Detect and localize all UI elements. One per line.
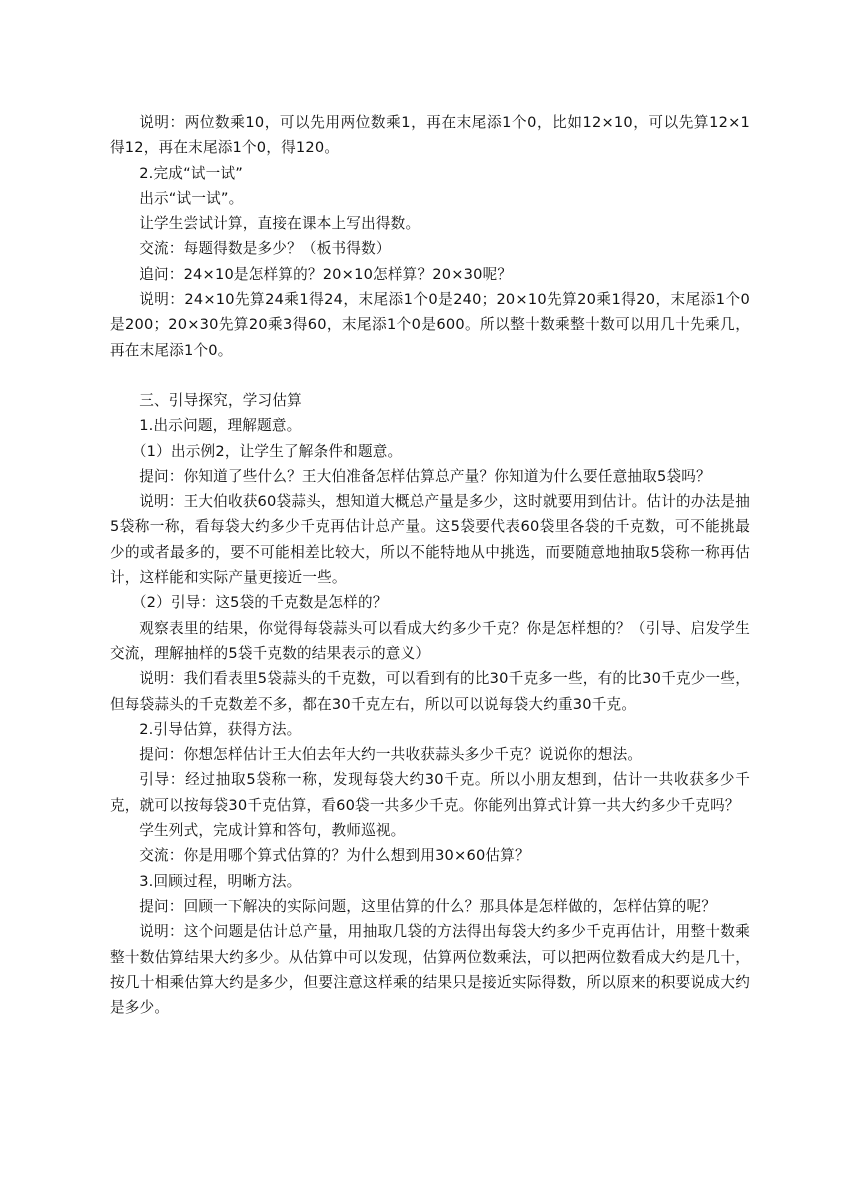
document-page xyxy=(110,110,750,1020)
paragraph-students-calculate: 学生列式，完成计算和答句，教师巡视。 xyxy=(139,822,406,840)
paragraph-step-guide-estimation: 2.引导估算，获得方法。 xyxy=(139,720,302,738)
section-gap xyxy=(110,363,750,388)
paragraph-explanation-thirty-kg: 说明：我们看表里5袋蒜头的千克数，可以看到有的比30千克多一些，有的比30千克少一些，但每袋蒜头的千克数差不多，都在30千克左右，所以可以说每袋大约重30千克。 xyxy=(110,670,750,713)
paragraph-follow-up-question: 追问：24×10是怎样算的？20×10怎样算？20×30呢？ xyxy=(139,265,513,283)
paragraph-step-review: 3.回顾过程，明晰方法。 xyxy=(139,872,302,890)
paragraph-observe-table: 观察表里的结果，你觉得每袋蒜头可以看成大约多少千克？你是怎样想的？（引导、启发学生交流，理解抽样的5袋千克数的结果表示的意义） xyxy=(110,619,750,662)
paragraph-explanation-summary: 说明：这个问题是估计总产量，用抽取几袋的方法得出每袋大约多少千克再估计，用整十数乘整十数估算结果大约多少。从估算中可以发现，估算两位数乘法，可以把两位数看成大约是几十，按几十相乘估算大约是多少，但要注意这样乘的结果只是接近实际得数，所以原来的积要说成大约是多少。 xyxy=(110,923,750,1017)
paragraph-example-two: （1）出示例2，让学生了解条件和题意。 xyxy=(131,442,403,460)
paragraph-question-review: 提问：回顾一下解决的实际问题，这里估算的什么？那具体是怎样做的，怎样估算的呢？ xyxy=(139,897,717,915)
paragraph-student-try: 让学生尝试计算，直接在课本上写出得数。 xyxy=(139,215,421,233)
paragraph-question-what-known: 提问：你知道了些什么？王大伯准备怎样估算总产量？你知道为什么要任意抽取5袋吗？ xyxy=(139,467,711,485)
paragraph-guide-formula: 引导：经过抽取5袋称一称，发现每袋大约30千克。所以小朋友想到，估计一共收获多少千克，就可以按每袋30千克估算，看60袋一共多少千克。你能列出算式计算一共大约多少千克吗？ xyxy=(110,771,750,814)
paragraph-exchange-formula: 交流：你是用哪个算式估算的？为什么想到用30×60估算？ xyxy=(139,847,530,865)
paragraph-explanation-sampling: 说明：王大伯收获60袋蒜头，想知道大概总产量是多少，这时就要用到估计。估计的办法是抽5袋称一称，看每袋大约多少千克再估计总产量。这5袋要代表60袋里各袋的千克数，可不能挑最少的或者最多的，要不可能相差比较大，所以不能特地从中挑选，而要随意地抽取5袋称一称再估计，这样能和实际产量更接近一些。 xyxy=(110,493,750,587)
paragraph-question-estimate-total: 提问：你想怎样估计王大伯去年大约一共收获蒜头多少千克？说说你的想法。 xyxy=(139,746,643,764)
paragraph-step-show-problem: 1.出示问题，理解题意。 xyxy=(139,417,302,435)
paragraph-step-try: 2.完成“试一试” xyxy=(139,164,244,182)
paragraph-show-try: 出示“试一试”。 xyxy=(139,189,244,207)
paragraph-exchange-results: 交流：每题得数是多少？（板书得数） xyxy=(139,240,391,258)
paragraph-explanation-tens: 说明：24×10先算24乘1得24，末尾添1个0是240；20×10先算20乘1得20，末尾添1个0是200；20×30先算20乘3得60，末尾添1个0是600。所以整十数乘整十数可以用几十先乘几，再在末尾添1个0。 xyxy=(110,291,750,359)
section-heading-estimation: 三、引导探究，学习估算 xyxy=(139,391,302,409)
paragraph-explanation-times-ten: 说明：两位数乘10，可以先用两位数乘1，再在末尾添1个0，比如12×10，可以先算12×1得12，再在末尾添1个0，得120。 xyxy=(110,114,750,157)
paragraph-guide-five-bags: （2）引导：这5袋的千克数是怎样的？ xyxy=(131,594,388,612)
